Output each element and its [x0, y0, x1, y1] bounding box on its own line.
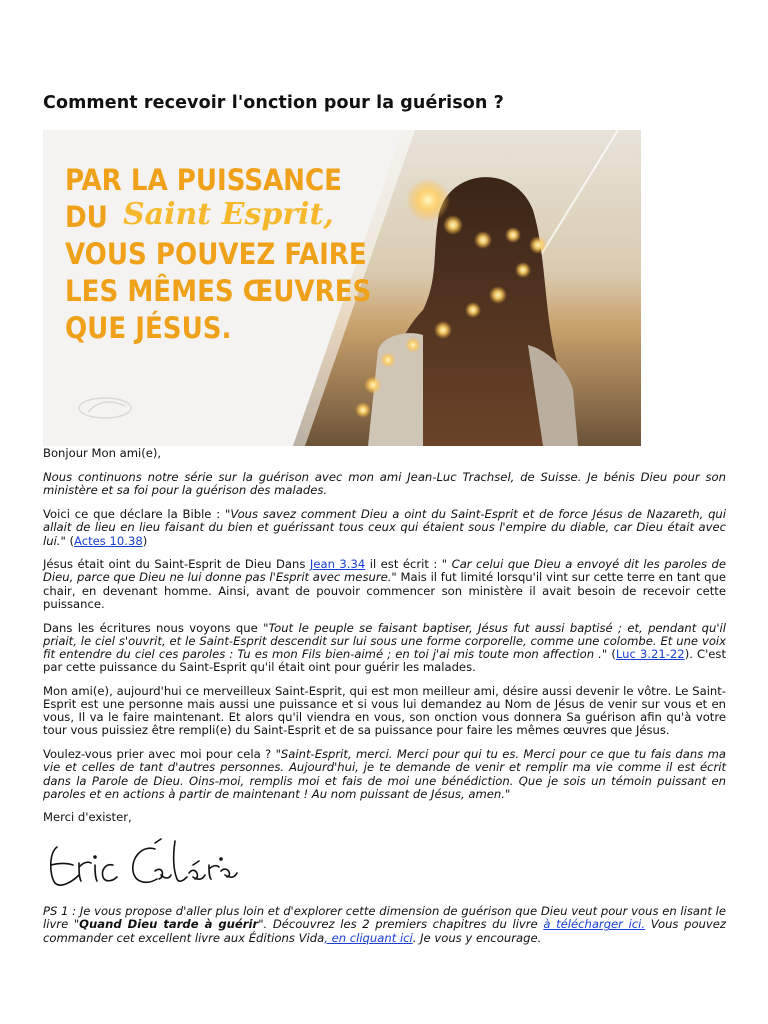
- book-title: Quand Dieu tarde à guérir: [79, 917, 259, 932]
- p3-quote: Tout le peuple se faisant baptiser, Jésus fut aussi baptisé ; et, pendant qu'il priait, le ciel s'ouvrit, et le Saint-Esprit descendit sur lui sous une forme corporelle, comme une colombe. Et une voix fit entendre du ciel ces paroles : Tu es mon Fils bien-aimé ; en toi j'ai mis toute mon affection .: [43, 620, 726, 661]
- link-download[interactable]: à télécharger ici.: [543, 917, 646, 932]
- ps-d: . Je vous y encourage.: [412, 930, 542, 945]
- postscript: [43, 905, 726, 945]
- closing: Merci d'exister,: [43, 810, 132, 825]
- article-body: [43, 447, 726, 955]
- p5-lead: Voulez-vous prier avec moi pour cela ?: [43, 747, 276, 762]
- hero-illustration: [43, 130, 641, 446]
- p3-lead: Dans les écritures nous voyons que ": [43, 620, 269, 635]
- ps-a: PS 1 : Je vous propose d'aller plus loin et d'explorer cette dimension de guérison que Dieu veut pour vous en lisant le livre ": [43, 904, 726, 932]
- p1-close: ): [142, 533, 148, 548]
- paragraph-bible: [43, 508, 726, 548]
- p2-quote: " Car celui que Dieu a envoyé dit les paroles de Dieu, parce que Dieu ne lui donne pas l'Esprit avec mesure.": [43, 557, 726, 585]
- link-jean[interactable]: Jean 3.34: [309, 557, 366, 572]
- p3-open: " (: [601, 646, 616, 661]
- paragraph-ami: Mon ami(e), aujourd'hui ce merveilleux Saint-Esprit, qui est mon meilleur ami, désire aussi devenir le vôtre. Le Saint-Esprit est une personne mais aussi une puissance et si vous lui demandez au Nom de Jésus de venir sur vous et en vous, Il va le faire maintenant. Et alors qu'il viendra en vous, son onction vous donnera Sa guérison afin qu'à votre tour vous puissiez être rempli(e) du Saint-Esprit et de sa puissance pour faire les mêmes œuvres que Jésus.: [43, 683, 726, 738]
- hero-line-5: QUE JÉSUS.: [65, 311, 232, 345]
- p3-tail: ). C'est par cette puissance du Saint-Esprit qu'il était oint pour guérir les malades.: [43, 646, 727, 675]
- p5-quote: "Saint-Esprit, merci. Merci pour qui tu es. Merci pour ce que tu fais dans ma vie et celles de tant d'autres personnes. Aujourd'hui, je te demande de venir et remplir ma vie comme il est écrit dans la Parole de Dieu. Oins-moi, remplis moi et fais de moi une bénédiction. Que je sois un témoin puissant en paroles et en actions à partir de maintenant ! Au nom puissant de Jésus, amen.": [43, 747, 727, 801]
- p1-open: (: [65, 533, 75, 548]
- link-actes[interactable]: Actes 10.38: [74, 533, 143, 548]
- link-order[interactable]: , en cliquant ici: [324, 930, 413, 945]
- greeting: Bonjour Mon ami(e),: [43, 446, 162, 460]
- p1-quote: "Vous savez comment Dieu a oint du Saint-Esprit et de force Jésus de Nazareth, qui allait de lieu en lieu faisant du bien et guérissant tous ceux qui étaient sous l'empire du diable, car Dieu était avec lui.": [43, 507, 726, 548]
- signature: [43, 835, 726, 893]
- p2-tail: Mais il fut limité lorsqu'il vint sur cette terre en tant que chair, en devenant homme. Ainsi, avant de pouvoir commencer son ministère il avait besoin de recevoir cette puissance.: [43, 570, 726, 611]
- paragraph-prayer: [43, 748, 726, 801]
- p1-lead: Voici ce que déclare la Bible :: [43, 507, 225, 522]
- intro-paragraph: [43, 471, 726, 497]
- hero-line-4: LES MÊMES ŒUVRES: [65, 274, 372, 308]
- page-title: Comment recevoir l'onction pour la guérison ?: [43, 93, 504, 113]
- link-luc[interactable]: Luc 3.21-22: [615, 646, 685, 661]
- intro-text: Nous continuons notre série sur la guérison avec mon ami Jean-Luc Trachsel, de Suisse. Je bénis Dieu pour son ministère et sa foi pour la guérison des malades.: [43, 470, 726, 498]
- hero-line-3: VOUS POUVEZ FAIRE: [65, 237, 367, 271]
- p2-mid: il est écrit :: [365, 557, 442, 572]
- paragraph-jean: [43, 558, 726, 611]
- hero-line-2-script: Saint Esprit,: [123, 197, 334, 232]
- p2-lead: Jésus était oint du Saint-Esprit de Dieu Dans: [43, 557, 310, 572]
- hero-line-2-prefix: DU: [65, 200, 108, 234]
- ps-b: ". Découvrez les 2 premiers chapitres du livre: [258, 917, 544, 932]
- hero-image: [43, 130, 641, 446]
- signature-image: [43, 835, 243, 893]
- paragraph-luc: [43, 622, 726, 675]
- ps-c: Vous pouvez commander cet excellent livre aux Éditions Vida: [43, 917, 726, 945]
- hero-line-1: PAR LA PUISSANCE: [65, 163, 342, 197]
